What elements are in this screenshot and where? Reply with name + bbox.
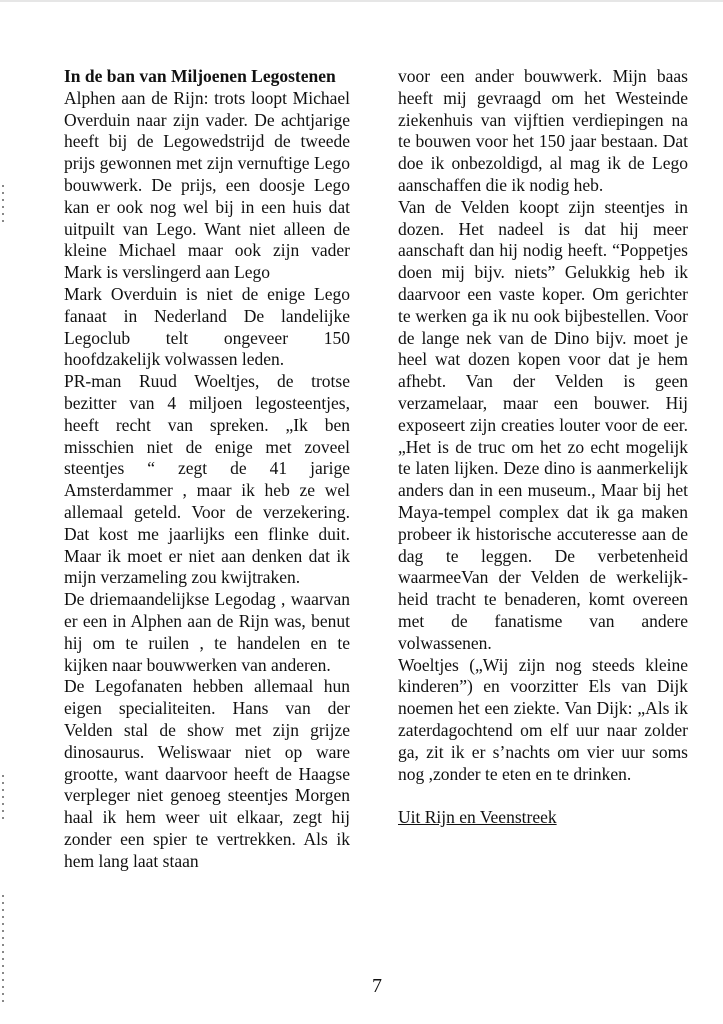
article-source: Uit Rijn en Veenstreek <box>398 807 557 828</box>
page-number: 7 <box>372 975 382 997</box>
article-title: In de ban van Miljoenen Legostenen <box>64 66 336 86</box>
scan-margin-marks <box>2 185 4 225</box>
scan-margin-marks <box>2 775 4 820</box>
left-column <box>64 66 350 872</box>
scan-margin-marks <box>2 895 4 1005</box>
paragraph: De driemaandelijkse Legodag , waarvan er een in Alphen aan de Rijn was, benut hij om te ruilen , te handelen en te kijken naar bouwwerken van anderen. <box>64 589 350 675</box>
paragraph: Woeltjes („Wij zijn nog steeds kleine kinderen”) en voorzitter Els van Dijk noemen het een ziekte. Van Dijk: „Als ik zaterdagochtend om elf uur naar zolder ga, zit ik er s’nachts om vier uur soms nog ,zonder te eten en te drinken. <box>398 654 688 784</box>
paragraph: Mark Overduin is niet de enige Lego fanaat in Nederland De landelijke Legoclub telt ongeveer 150 hoofdzakelijk volwassen leden. <box>64 283 350 370</box>
paragraph: De Legofanaten hebben allemaal hun eigen specialiteiten. Hans van der Velden stal de show met zijn grijze dinosaurus. Weliswaar niet op ware grootte, want daarvoor heeft de Haagse verpleger niet genoeg steentjes Morgen haal ik hem weer uit elkaar, zegt hij zonder een spier te vertrekken. Als ik hem lang laat staan <box>64 676 350 871</box>
top-edge-rule <box>0 0 723 2</box>
right-column <box>398 66 688 829</box>
paragraph: voor een ander bouwwerk. Mijn baas heeft mij gevraagd om het Westeinde ziekenhuis van vijftien verdiepingen na te bouwen voor het 150 jaar bestaan. Dat doe ik onbezoldigd, al mag ik de Lego aanschaffen die ik nodig heb. <box>398 66 688 195</box>
paragraph: PR-man Ruud Woeltjes, de trotse bezitter van 4 miljoen legosteentjes, heeft recht van spreken. „Ik ben misschien niet de enige met zoveel steentjes “ zegt de 41 jarige Amsterdammer , maar ik heb ze wel allemaal geteld. Voor de verzekering. Dat kost me jaarlijks een flinke duit. Maar ik moet er niet aan denken dat ik mijn verzameling zou kwijtraken. <box>64 371 350 588</box>
paragraph: Alphen aan de Rijn: trots loopt Michael Overduin naar zijn vader. De achtjarige heeft bij de Legowedstrijd de tweede prijs gewonnen met zijn vernuftige Lego bouwwerk. De prijs, een doosje Lego kan er ook nog wel bij in een huis dat uitpuilt van Lego. Want niet alleen de kleine Michael maar ook zijn vader Mark is verslingerd aan Lego <box>64 87 350 283</box>
paragraph: Van de Velden koopt zijn steentjes in dozen. Het nadeel is dat hij meer aanschaft dan hij nodig heeft. “Poppetjes doen mij bijv. niets” Gelukkig heb ik daarvoor een vaste koper. Om gerichter te werken ga ik nu ook bijbestellen. Voor de lange nek van de Dino bijv. moet je heel wat dozen kopen voor dat je hem afhebt. Van der Velden is geen verzamelaar, maar een bouwer. Hij exposeert zijn creaties louter voor de eer. „Het is de truc om het zo echt mogelijk te laten lijken. Deze dino is aanmerkelijk anders dan in een museum., Maar bij het Maya-tempel complex dat ik ga maken probeer ik historische accuteresse aan de dag te leggen. De verbetenheid waarmeeVan der Velden de werkelijk-heid tracht te benaderen, komt overeen met de fanatisme van andere volwassenen. <box>398 196 688 653</box>
